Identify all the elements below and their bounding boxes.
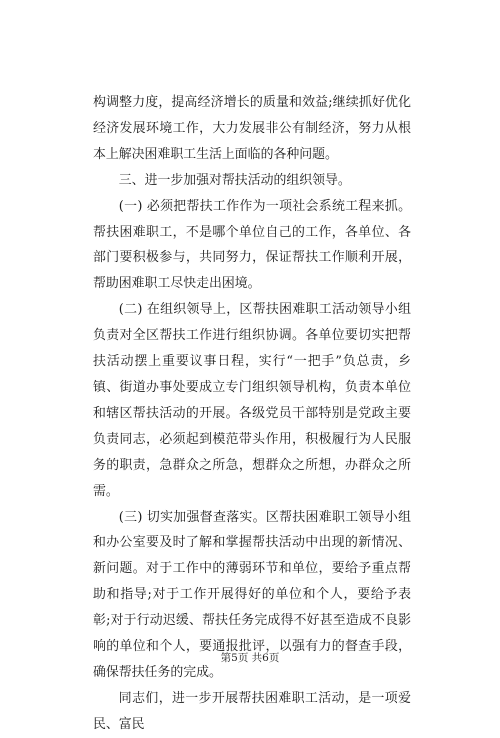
paragraph-continuation: 构调整力度，提高经济增长的质量和效益;继续抓好优化经济发展环境工作，大力发展非公有制经济，努力从根本上解决困难职工生活上面临的各种问题。 <box>93 95 411 162</box>
page-number-footer: 第5页 共6页 <box>220 652 280 664</box>
section-heading: 三、进一步加强对帮扶活动的组织领导。 <box>118 172 351 188</box>
paragraph-closing: 同志们，进一步开展帮扶困难职工活动，是一项爱民、富民 <box>93 690 411 732</box>
paragraph-item-1: (一) 必须把帮扶工作作为一项社会系统工程来抓。帮扶困难职工，不是哪个单位自己的工作，各单位、各部门要积极参与，共同努力，保证帮扶工作顺利开展，帮助困难职工尽快走出困境。 <box>93 198 411 292</box>
paragraph-item-2: (二) 在组织领导上，区帮扶困难职工活动领导小组负责对全区帮扶工作进行组织协调。各单位要切实把帮扶活动摆上重要议事日程，实行“一把手”负总责，乡镇、街道办事处要成立专门组织领导机构，负责本单位和辖区帮扶活动的开展。各级党员干部特别是党政主要负责同志，必须起到模范带头作用，积极履行为人民服务的职责，急群众之所急，想群众之所想，办群众之所需。 <box>93 302 411 499</box>
document-body <box>93 90 411 738</box>
paragraph-item-3: (三) 切实加强督查落实。区帮扶困难职工领导小组和办公室要及时了解和掌握帮扶活动中出现的新情况、新问题。对于工作中的薄弱环节和单位，要给予重点帮助和指导;对于工作开展得好的单位和个人，要给予表彰;对于行动迟缓、帮扶任务完成得不好甚至造成不良影响的单位和个人，要通报批评，以强有力的督查手段，确保帮扶任务的完成。 <box>93 509 411 680</box>
